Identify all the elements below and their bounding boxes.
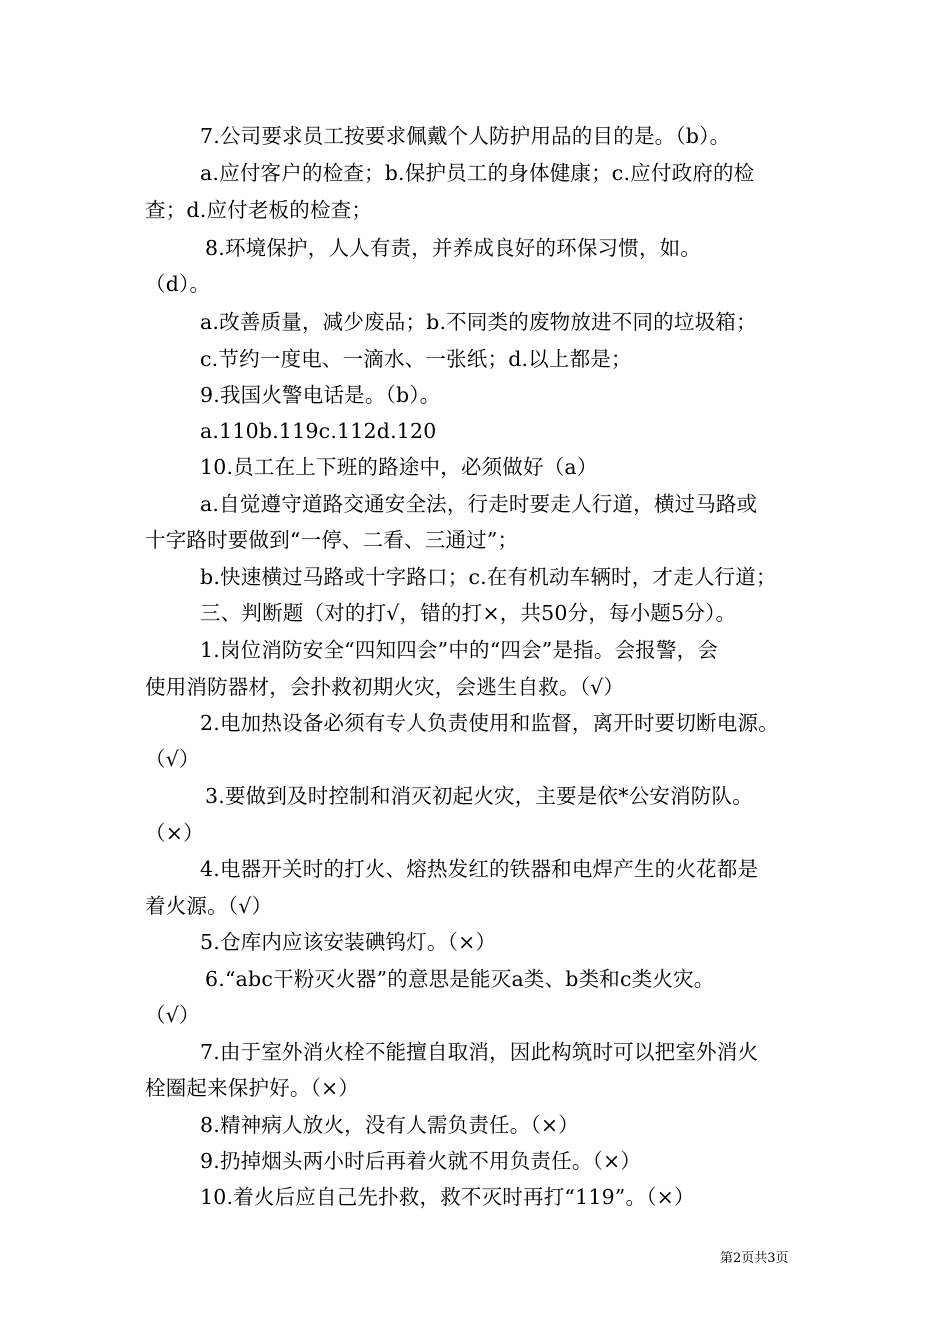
judgement-4: 4.电器开关时的打火、熔热发红的铁器和电焊产生的火花都是 — [200, 857, 759, 881]
judgement-6: 6.“abc干粉灭火器”的意思是能灭a类、b类和c类火灾。 — [205, 967, 715, 991]
question-10-stem: 10.员工在上下班的路途中，必须做好（a） — [200, 455, 598, 479]
judgement-1-cont: 使用消防器材，会扑救初期火灾，会逃生自救。（√） — [145, 675, 625, 699]
judgement-3: 3.要做到及时控制和消灭初起火灾，主要是依*公安消防队。 — [205, 784, 753, 808]
page-number: 第2页共3页 — [720, 1251, 789, 1266]
question-10-option-a-cont: 十字路时要做到“一停、二看、三通过”； — [145, 528, 519, 552]
question-9-stem: 9.我国火警电话是。（b）。 — [200, 383, 441, 407]
question-9-options: a.110b.119c.112d.120 — [200, 419, 437, 443]
judgement-10: 10.着火后应自己先扑救，救不灭时再打“119”。（×） — [200, 1185, 695, 1209]
judgement-8: 8.精神病人放火，没有人需负责任。（×） — [200, 1113, 579, 1137]
judgement-6-answer: （√） — [145, 1003, 200, 1027]
question-8-answer: （d）。 — [145, 272, 211, 296]
judgement-7-cont: 栓圈起来保护好。（×） — [145, 1076, 360, 1100]
question-8-options: a.改善质量，减少废品；b.不同类的废物放进不同的垃圾箱； — [200, 310, 757, 334]
question-10-options-bc: b.快速横过马路或十字路口；c.在有机动车辆时，才走人行道； — [200, 565, 777, 589]
judgement-1: 1.岗位消防安全“四知四会”中的“四会”是指。会报警，会 — [200, 638, 719, 662]
question-7-options-cont: 查；d.应付老板的检查； — [145, 198, 373, 222]
judgement-9: 9.扔掉烟头两小时后再着火就不用负责任。（×） — [200, 1149, 642, 1173]
judgement-4-cont: 着火源。（√） — [145, 894, 273, 918]
judgement-3-answer: （×） — [145, 821, 204, 845]
judgement-2: 2.电加热设备必须有专人负责使用和监督，离开时要切断电源。 — [200, 711, 779, 735]
question-7-options: a.应付客户的检查；b.保护员工的身体健康；c.应付政府的检 — [200, 161, 755, 185]
question-7-stem: 7.公司要求员工按要求佩戴个人防护用品的目的是。（b）。 — [200, 124, 731, 148]
section-heading-judgement: 三、判断题（对的打√，错的打×，共50分，每小题5分）。 — [200, 601, 737, 625]
judgement-5: 5.仓库内应该安装碘钨灯。（×） — [200, 930, 497, 954]
question-10-option-a: a.自觉遵守道路交通安全法，行走时要走人行道，横过马路或 — [200, 492, 758, 516]
judgement-2-answer: （√） — [145, 747, 200, 771]
question-8-options-cont: c.节约一度电、一滴水、一张纸；d.以上都是； — [200, 347, 632, 371]
question-8-stem: 8.环境保护，人人有责，并养成良好的环保习惯，如。 — [205, 236, 702, 260]
judgement-7: 7.由于室外消火栓不能擅自取消，因此构筑时可以把室外消火 — [200, 1040, 759, 1064]
